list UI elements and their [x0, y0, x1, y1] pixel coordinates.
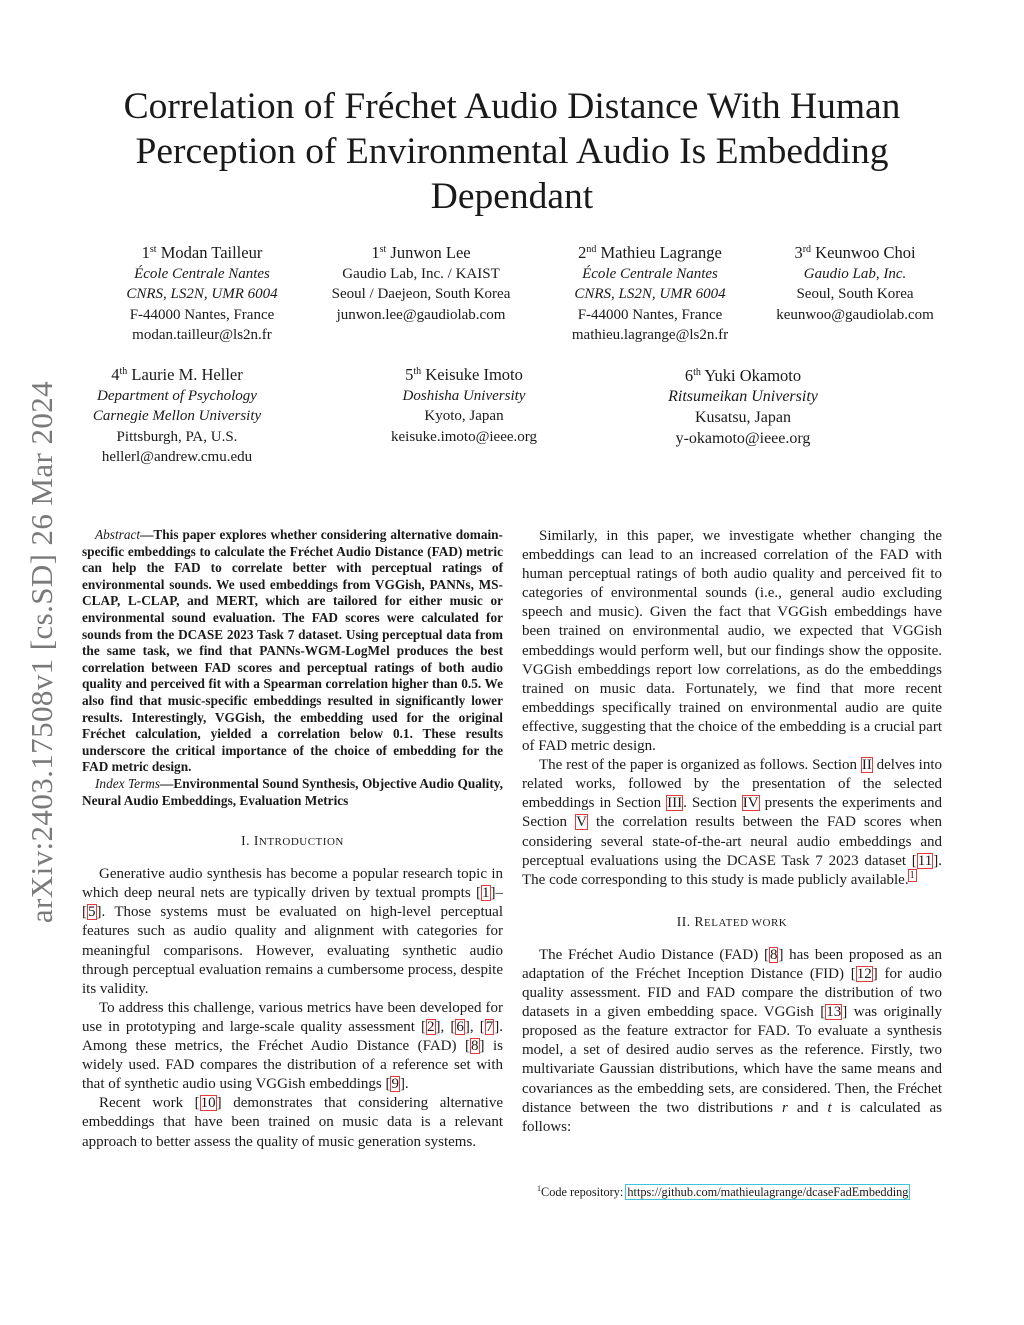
section-link[interactable]: V: [576, 814, 587, 831]
citation-link[interactable]: 6: [456, 1018, 464, 1035]
author-email: keisuke.imoto@ieee.org: [390, 428, 538, 445]
paragraph: The rest of the paper is organized as follows. Section II delves into related works, followed by the presentation of the selected embeddings in Section III. Section IV presents the experiments and Section V the correlation results between the FAD scores when considering several state-of-the-art neural audio embeddings and perceptual evaluations using the DCASE Task 7 2023 dataset [11]. The code corresponding to this study is made publicly available.$^1$: [522, 757, 943, 888]
author-name: Mathieu Lagrange: [600, 243, 722, 262]
citation-link[interactable]: 7: [485, 1018, 494, 1035]
author-block: 4th Laurie M. Heller Department of Psychology Carnegie Mellon University Pittsburgh, PA, U.S. hellerl@andrew.cmu.edu: [93, 365, 261, 468]
author-name: Modan Tailleur: [160, 243, 263, 262]
author-name: Keunwoo Choi: [815, 243, 916, 262]
author-affiliation: Ritsumeikan University: [668, 388, 818, 405]
author-location: Seoul, South Korea: [796, 286, 914, 302]
author-email: y-okamoto@ieee.org: [675, 430, 811, 447]
author-block: 1st Junwon Lee Gaudio Lab, Inc. / KAIST Seoul / Daejeon, South Korea junwon.lee@gaudiolab.com: [332, 243, 511, 325]
paragraph: Similarly, in this paper, we investigate whether changing the embeddings can lead to an increased correlation of the FAD with human perceptual ratings of both audio quality and perceived fit to categories of environmental sounds (i.e., general audio excluding speech and music). Given the fact that VGGish embeddings have been trained on environmental audio, we expected that VGGish embeddings would perform well, but our findings show the opposite. VGGish embeddings report low correlations, as do the embeddings trained on music data. Fortunately, we find that more recent embeddings specifically trained on environmental audio are quite effective, suggesting that the choice of the embedding is a crucial part of FAD metric design.: [522, 528, 942, 755]
footnote: [537, 1185, 909, 1200]
author-affiliation: Gaudio Lab, Inc. / KAIST: [342, 265, 500, 282]
author-location: F-44000 Nantes, France: [129, 306, 275, 323]
paper-title: [70, 84, 954, 219]
author-name: Junwon Lee: [390, 243, 471, 262]
citation-link[interactable]: 11: [917, 852, 933, 869]
author-affiliation: Department of Psychology: [97, 387, 257, 404]
author-affiliation: CNRS, LS2N, UMR 6004: [126, 286, 278, 302]
paragraph: To address this challenge, various metrics have been developed for use in prototyping and large-scale quality assessment [2], [6], [7]. Among these metrics, the Fréchet Audio Distance (FAD) [8] is widely used. FAD compares the distribution of a reference set with that of synthetic audio using VGGish embeddings [9].: [82, 999, 504, 1093]
citation-link[interactable]: 9: [391, 1076, 399, 1093]
footnote-label: Code repository:: [541, 1185, 627, 1199]
citation-link[interactable]: 2: [427, 1018, 435, 1035]
footnote-number: 1: [537, 1184, 541, 1193]
citation-link[interactable]: 13: [826, 1004, 842, 1021]
title-line: Correlation of Fréchet Audio Distance With Human: [123, 86, 901, 127]
author-affiliation: Doshisha University: [402, 387, 526, 404]
author-name: Yuki Okamoto: [704, 366, 802, 385]
author-email: mathieu.lagrange@ls2n.fr: [571, 327, 729, 343]
author-block: 5th Keisuke Imoto Doshisha University Kyoto, Japan keisuke.imoto@ieee.org: [391, 365, 537, 447]
repository-url-link[interactable]: https://github.com/mathieulagrange/dcaseFadEmbedding: [627, 1185, 909, 1199]
author-email: modan.tailleur@ls2n.fr: [132, 327, 272, 343]
author-block: 6th Yuki Okamoto Ritsumeikan University Kusatsu, Japan y-okamoto@ieee.org: [668, 366, 818, 447]
author-affiliation: École Centrale Nantes: [582, 265, 718, 282]
citation-link[interactable]: 12: [856, 965, 872, 982]
author-affiliation: CNRS, LS2N, UMR 6004: [574, 286, 726, 302]
citation-link[interactable]: 5: [88, 904, 96, 921]
author-affiliation: Carnegie Mellon University: [92, 408, 262, 424]
author-affiliation: École Centrale Nantes: [134, 265, 270, 282]
index-terms-label: Index Terms: [95, 775, 161, 791]
author-location: F-44000 Nantes, France: [577, 306, 723, 323]
citation-link[interactable]: 1: [482, 885, 490, 902]
section-link[interactable]: IV: [742, 795, 759, 812]
paragraph: Generative audio synthesis has become a popular research topic in which deep neural nets are typically driven by textual prompts [1]–[5]. Those systems must be evaluated on high-level perceptual features such as audio quality and alignment with categories for meaningful comparisons. However, evaluating synthetic audio through perceptual evaluation remains a cumbersome process, despite its validity.: [82, 866, 503, 997]
section-heading-introduction: I. INTRODUCTION: [241, 833, 344, 849]
citation-link[interactable]: 10: [200, 1095, 216, 1112]
arxiv-identifier: arXiv:2403.17508v1 [cs.SD] 26 Mar 2024: [24, 380, 59, 924]
right-column: [522, 527, 942, 1137]
author-location: Seoul / Daejeon, South Korea: [331, 286, 511, 302]
section-link[interactable]: II: [861, 757, 872, 774]
abstract: [82, 527, 503, 809]
author-location: Pittsburgh, PA, U.S.: [116, 428, 238, 445]
footnote-marker-link[interactable]: 1: [909, 869, 915, 881]
section-link[interactable]: III: [667, 795, 683, 812]
author-name: Laurie M. Heller: [131, 365, 243, 384]
author-block: 3rd Keunwoo Choi Gaudio Lab, Inc. Seoul, South Korea keunwoo@gaudiolab.com: [776, 243, 934, 325]
title-line: Perception of Environmental Audio Is Embedding: [135, 131, 889, 172]
author-affiliation: Gaudio Lab, Inc.: [803, 265, 907, 282]
author-email: hellerl@andrew.cmu.edu: [101, 449, 253, 465]
left-column: [82, 527, 503, 1152]
title-line: Dependant: [430, 176, 594, 217]
abstract-text: —This paper explores whether considering alternative domain-specific embeddings to calculate the Fréchet Audio Distance (FAD) metric can help the FAD to correlate better with perceptual ratings of environmental sounds. We used embeddings from VGGish, PANNs, MS-CLAP, L-CLAP, and MERT, which are tailored for either music or environmental sound evaluation. The FAD scores were calculated for sounds from the DCASE 2023 Task 7 dataset. Using perceptual data from the same task, we find that PANNs-WGM-LogMel produces the best correlation between FAD scores and perceptual ratings of both audio quality and perceived fit with a Spearman correlation higher than 0.5. We also find that music-specific embeddings resulted in significantly lower results. Interestingly, VGGish, the embedding used for the original Fréchet calculation, yielded a correlation below 0.1. These results underscore the critical importance of the choice of embedding for the FAD metric design.: [82, 527, 503, 775]
author-block: 1st Modan Tailleur École Centrale Nantes CNRS, LS2N, UMR 6004 F-44000 Nantes, France modan.tailleur@ls2n.fr: [126, 243, 277, 346]
citation-link[interactable]: 8: [769, 946, 778, 963]
author-name: Keisuke Imoto: [425, 365, 523, 384]
citation-link[interactable]: 8: [471, 1038, 479, 1055]
paragraph: Recent work [10] demonstrates that considering alternative embeddings that have been trained on music data is a relevant approach to better assess the quality of music generation systems.: [82, 1095, 503, 1150]
abstract-label: Abstract: [95, 527, 141, 542]
section-heading-related-work: II. RELATED WORK: [676, 913, 788, 929]
paragraph: The Fréchet Audio Distance (FAD) [8] has been proposed as an adaptation of the Fréchet Inception Distance (FID) [12] for audio quality assessment. FID and FAD compare the distribution of two datasets in a given embedding space. VGGish [13] was originally proposed as the feature extractor for FAD. To evaluate a synthesis model, a set of desired audio serves as the reference. Firstly, two multivariate Gaussian distributions, which have the same means and covariances as the embedding sets, are considered. Then, the Fréchet distance between the two distributions r and t is calculated as follows:: [522, 946, 943, 1135]
author-email: keunwoo@gaudiolab.com: [776, 306, 934, 323]
index-terms-text: —Environmental Sound Synthesis, Objective Audio Quality, Neural Audio Embeddings, Evaluation Metrics: [82, 775, 503, 808]
author-location: Kyoto, Japan: [424, 408, 504, 424]
author-block: 2nd Mathieu Lagrange École Centrale Nantes CNRS, LS2N, UMR 6004 F-44000 Nantes, France mathieu.lagrange@ls2n.fr: [572, 243, 728, 346]
author-location: Kusatsu, Japan: [695, 409, 791, 426]
author-email: junwon.lee@gaudiolab.com: [336, 306, 506, 323]
